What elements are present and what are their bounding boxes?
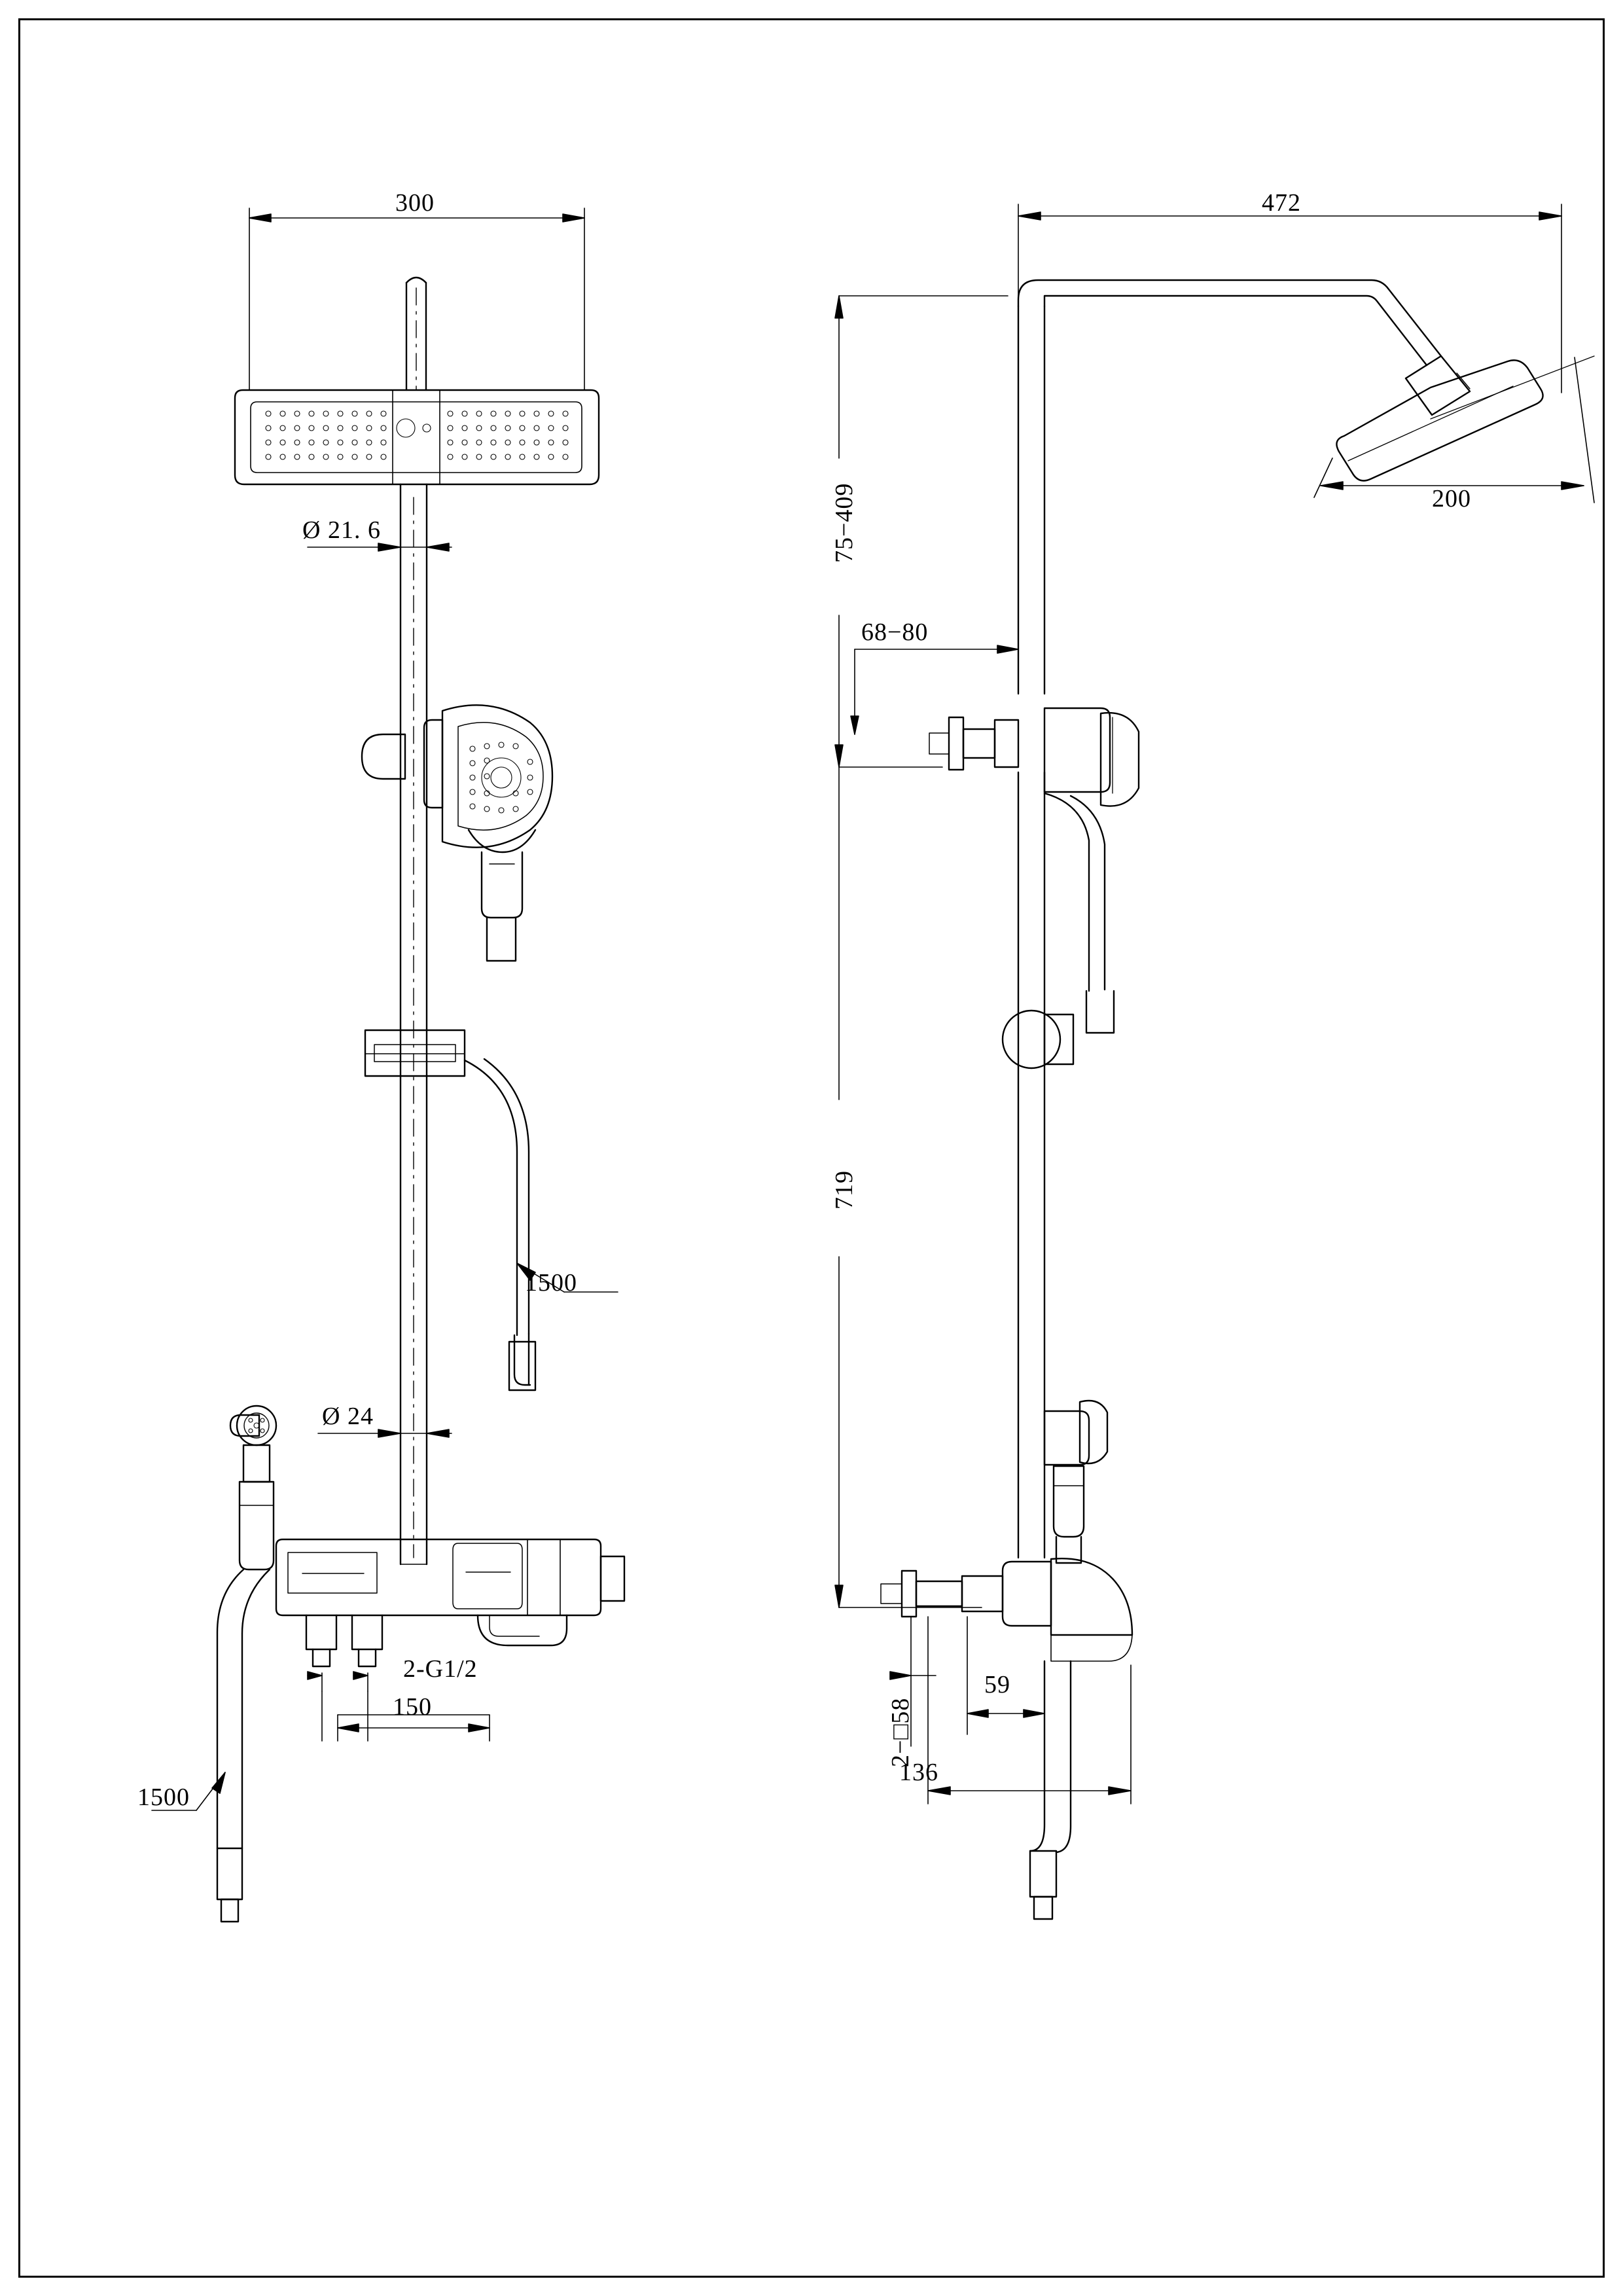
side-top-arm [1018, 280, 1470, 415]
dim-label-75-409: 75−409 [830, 482, 858, 563]
dim-label-719: 719 [830, 1170, 858, 1210]
side-mixer-body [881, 1558, 1132, 1661]
dim-472 [1018, 204, 1561, 393]
side-hand-shower [929, 708, 1139, 1033]
dim-300 [249, 208, 584, 390]
dim-75-409 [835, 296, 1008, 767]
dim-label-2-sq-58: 2−□58 [887, 1697, 914, 1767]
front-slide-bracket [365, 1030, 465, 1076]
dim-label-472: 472 [1262, 189, 1301, 217]
side-riser-column [1018, 306, 1044, 1558]
side-shower-head [1336, 356, 1594, 480]
dim-label-2-g12: 2-G1/2 [403, 1655, 478, 1683]
dim-label-1500-bidet: 1500 [137, 1784, 190, 1811]
side-slide-ring [1003, 1011, 1073, 1068]
leader-68-80 [851, 645, 1018, 734]
front-mixer-body [276, 1539, 624, 1666]
front-riser-column [401, 484, 427, 1564]
dim-label-300: 300 [395, 189, 435, 217]
dim-label-68-80: 68−80 [861, 619, 929, 646]
front-shower-head [235, 390, 599, 484]
dim-label-59: 59 [984, 1671, 1010, 1698]
side-lower-hose [1030, 1661, 1071, 1919]
dim-label-dia-21-6: Ø 21. 6 [302, 516, 381, 544]
front-hose [465, 1059, 535, 1390]
leader-2-g12 [308, 1672, 368, 1691]
dim-label-136: 136 [899, 1759, 938, 1786]
side-bidet-spray [1044, 1401, 1107, 1563]
dim-label-dia-24: Ø 24 [322, 1403, 374, 1430]
dim-label-1500-hose: 1500 [525, 1269, 577, 1297]
dim-label-200: 200 [1432, 485, 1471, 512]
front-bidet-spray [217, 1406, 276, 1922]
front-riser-top [406, 278, 426, 390]
dim-label-150: 150 [393, 1693, 432, 1721]
front-hand-shower [362, 705, 552, 961]
